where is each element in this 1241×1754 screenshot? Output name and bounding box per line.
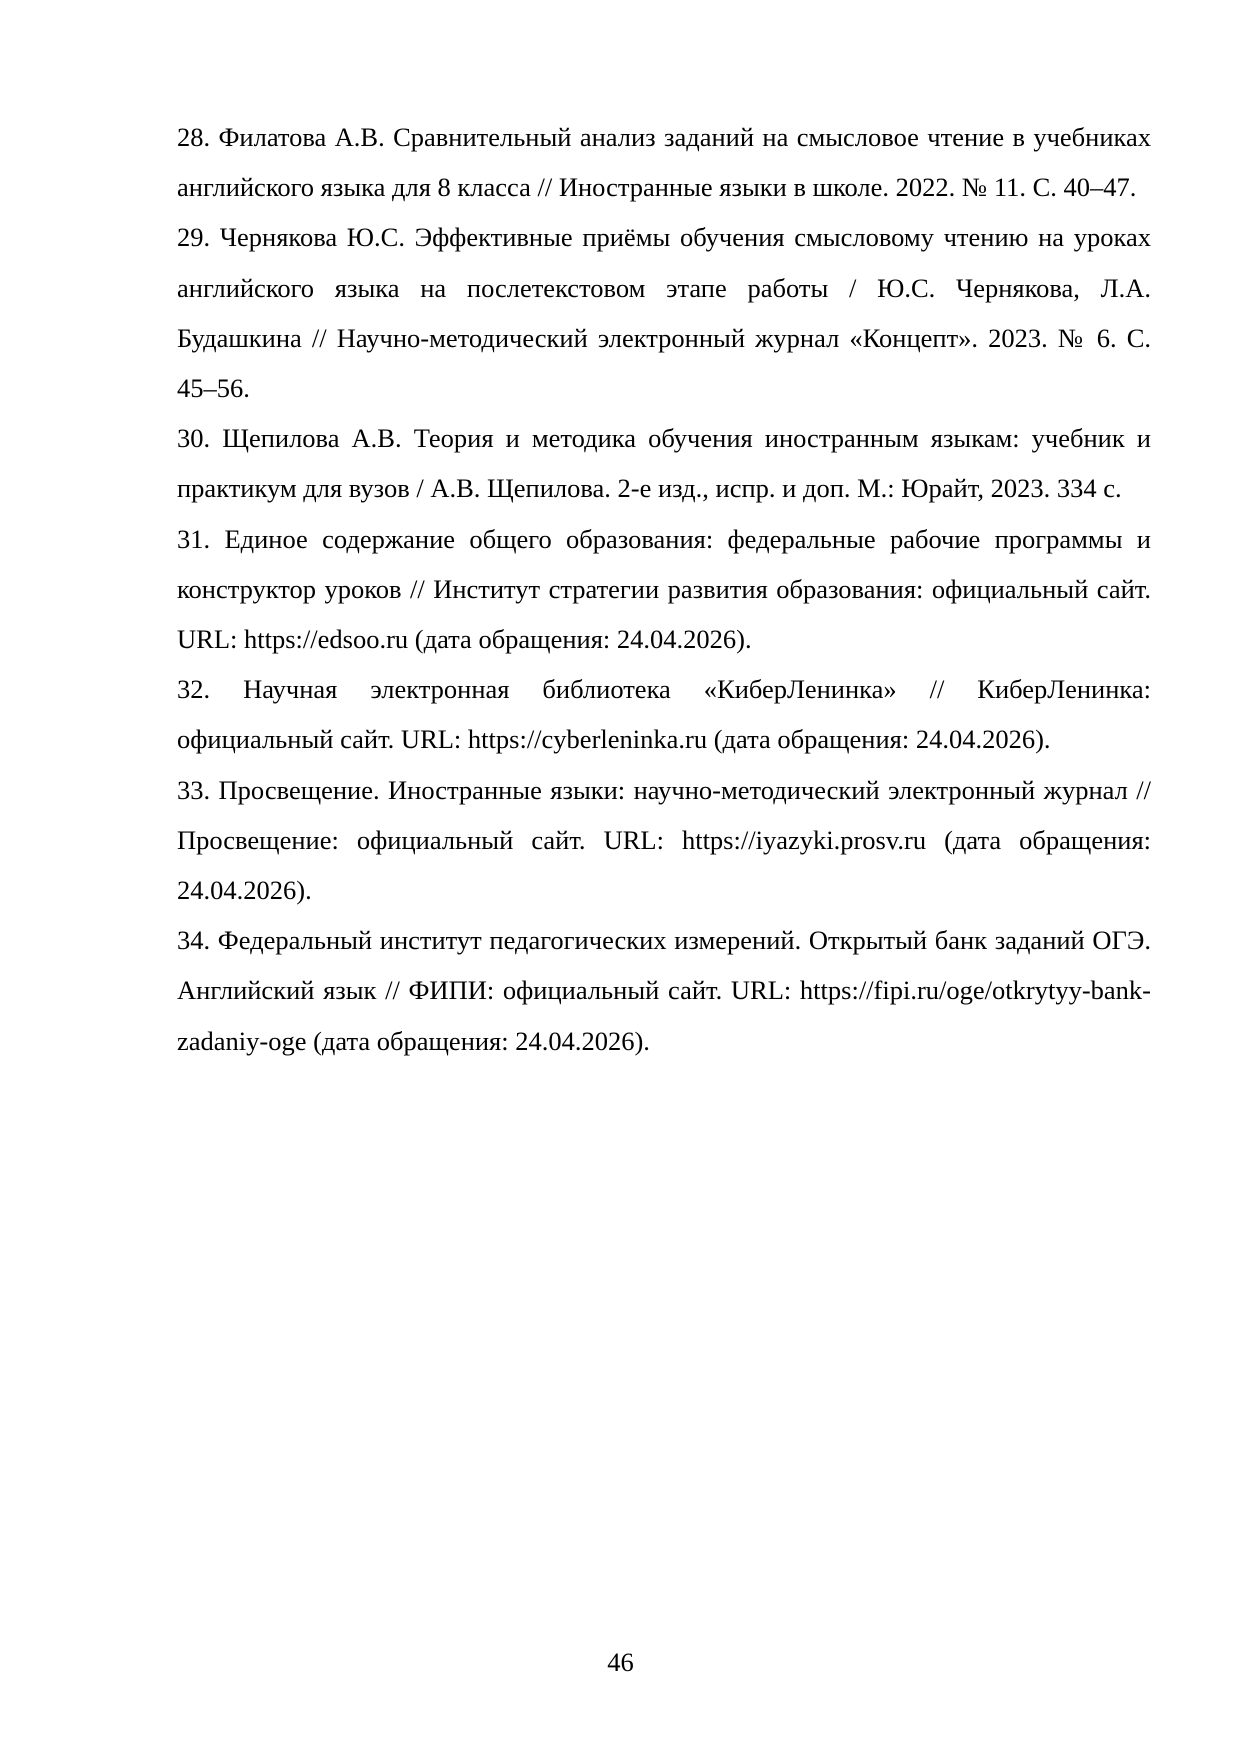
reference-item-29: 29. Чернякова Ю.С. Эффективные приёмы обучения смысловому чтению на уроках английского языка на послетекстовом этапе работы / Ю.С. Чернякова, Л.А. Будашкина // Научно-методический электронный журнал «Концепт». 2023. № 6. С. 45–56. (177, 222, 1151, 404)
reference-item-32: 32. Научная электронная библиотека «КиберЛенинка» // КиберЛенинка: официальный сайт. URL: https://cyberleninka.ru (дата обращения: 24.04.2026). (177, 674, 1151, 755)
reference-list (177, 112, 1151, 1066)
reference-item-33: 33. Просвещение. Иностранные языки: научно-методический электронный журнал // Просвещение: официальный сайт. URL: https://iyazyki.prosv.ru (дата обращения: 24.04.2026). (177, 774, 1151, 906)
page-number: 46 (607, 1647, 634, 1677)
reference-item-31: 31. Единое содержание общего образования: федеральные рабочие программы и конструктор уроков // Институт стратегии развития образования: официальный сайт. URL: https://edsoo.ru (дата обращения: 24.04.2026). (177, 523, 1151, 655)
reference-item-28: 28. Филатова А.В. Сравнительный анализ заданий на смысловое чтение в учебниках английского языка для 8 класса // Иностранные языки в школе. 2022. № 11. С. 40–47. (177, 122, 1151, 203)
reference-item-30: 30. Щепилова А.В. Теория и методика обучения иностранным языкам: учебник и практикум для вузов / А.В. Щепилова. 2-е изд., испр. и доп. М.: Юрайт, 2023. 334 с. (177, 423, 1151, 504)
reference-item-34: 34. Федеральный институт педагогических измерений. Открытый банк заданий ОГЭ. Английский язык // ФИПИ: официальный сайт. URL: https://fipi.ru/oge/otkrytyy-bank-zadaniy-oge (дата обращения: 24.04.2026). (177, 925, 1151, 1056)
